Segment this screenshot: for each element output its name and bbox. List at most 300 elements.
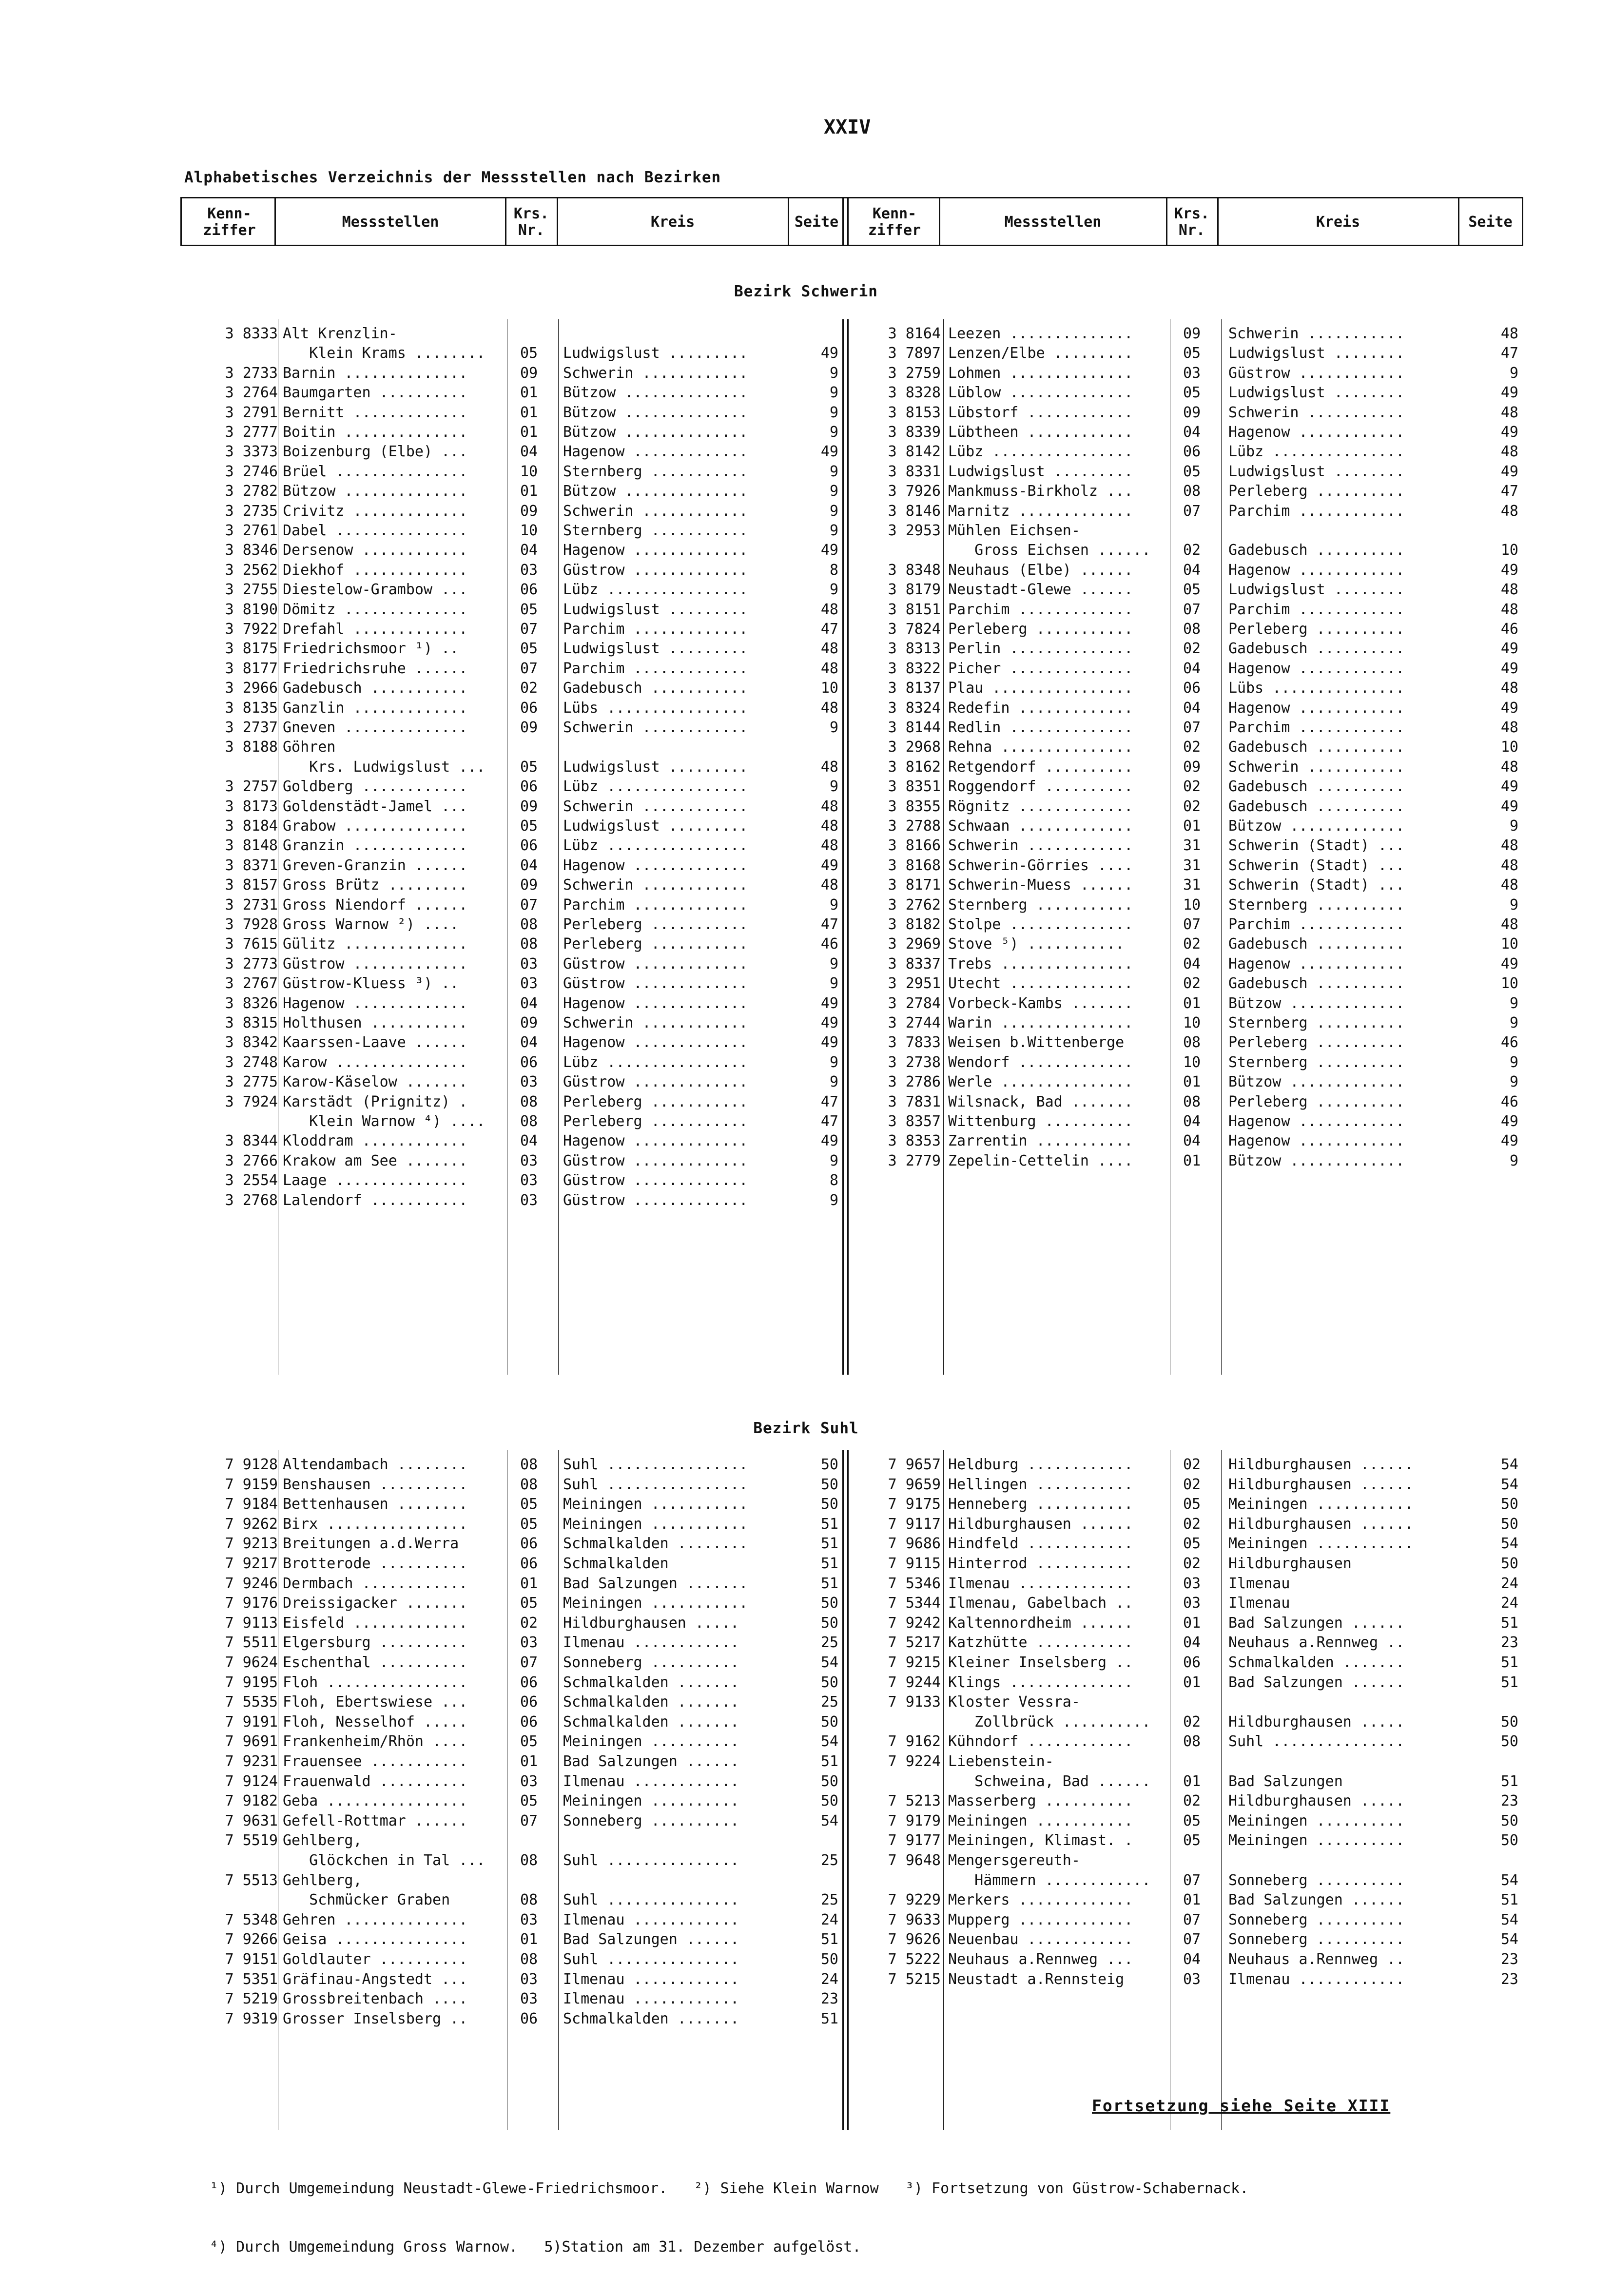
kennziffer-cell: 7 9242 — [888, 1614, 941, 1632]
kennziffer-cell: 3 8353 — [888, 1132, 941, 1150]
krs-nr-cell: 05 — [520, 1733, 538, 1751]
seite-cell: 51 — [820, 1575, 838, 1592]
kennziffer-cell: 7 9215 — [888, 1654, 941, 1671]
messstelle-cell: Ilmenau, Gabelbach .. — [948, 1595, 1133, 1612]
messstelle-cell: Ludwigslust ......... — [948, 463, 1133, 480]
kreis-cell: Güstrow ............. — [563, 1073, 748, 1091]
kennziffer-cell: 7 5348 — [225, 1911, 278, 1928]
messstelle-cell: Krs. Ludwigslust ... — [283, 758, 486, 776]
krs-nr-cell: 07 — [520, 1654, 538, 1671]
krs-nr-cell: 01 — [520, 1931, 538, 1948]
messstelle-cell: Dabel ............... — [283, 522, 468, 539]
column-rule — [1221, 319, 1222, 1375]
kennziffer-cell: 3 2766 — [225, 1152, 278, 1169]
kennziffer-cell: 3 8175 — [225, 640, 278, 658]
kennziffer-cell: 3 8173 — [225, 798, 278, 815]
krs-nr-cell: 04 — [520, 443, 538, 461]
krs-nr-cell: 02 — [520, 1614, 538, 1632]
header-kreis-left: Kreis — [650, 214, 695, 231]
column-rule — [842, 1450, 844, 2130]
krs-nr-cell: 07 — [520, 660, 538, 677]
messstelle-cell: Schmücker Graben — [283, 1891, 450, 1909]
krs-nr-cell: 01 — [520, 1753, 538, 1770]
seite-cell: 51 — [820, 1753, 838, 1770]
kreis-cell: Hagenow ............. — [563, 1132, 748, 1150]
column-rule — [842, 319, 844, 1375]
seite-cell: 51 — [1500, 1891, 1518, 1909]
messstelle-cell: Marnitz ............. — [948, 502, 1133, 520]
kreis-cell: Hildburghausen ...... — [1228, 1476, 1414, 1493]
seite-cell: 48 — [820, 660, 838, 677]
kennziffer-cell: 3 2788 — [888, 817, 941, 835]
kennziffer-cell: 3 8184 — [225, 817, 278, 835]
messstelle-cell: Goldenstädt-Jamel ... — [283, 798, 468, 815]
kreis-cell: Schwerin ........... — [1228, 325, 1405, 342]
kennziffer-cell: 7 5513 — [225, 1871, 278, 1889]
header-messstellen-right: Messstellen — [1004, 214, 1102, 231]
kennziffer-cell: 3 8313 — [888, 640, 941, 658]
seite-cell: 49 — [820, 1132, 838, 1150]
kreis-cell: Ilmenau — [1228, 1575, 1290, 1592]
kreis-cell: Schwerin ............ — [563, 502, 748, 520]
messstelle-cell: Gross Eichsen ...... — [948, 542, 1151, 559]
messstelle-cell: Neustadt a.Rennsteig — [948, 1970, 1133, 1988]
kennziffer-cell: 3 8179 — [888, 581, 941, 599]
messstelle-cell: Gehren .............. — [283, 1911, 468, 1928]
seite-cell: 51 — [1500, 1772, 1518, 1790]
seite-cell: 10 — [1500, 739, 1518, 756]
krs-nr-cell: 01 — [1183, 1614, 1201, 1632]
krs-nr-cell: 08 — [1183, 621, 1201, 638]
krs-nr-cell: 10 — [1183, 896, 1201, 914]
krs-nr-cell: 08 — [520, 1852, 538, 1869]
kreis-cell: Lübz ................ — [563, 837, 748, 855]
seite-cell: 9 — [1509, 896, 1518, 914]
krs-nr-cell: 03 — [520, 1152, 538, 1169]
seite-cell: 9 — [829, 975, 838, 992]
krs-nr-cell: 04 — [1183, 561, 1201, 579]
messstelle-cell: Friedrichsmoor ¹) .. — [283, 640, 459, 658]
kreis-cell: Hildburghausen ...... — [1228, 1515, 1414, 1533]
seite-cell: 51 — [1500, 1654, 1518, 1671]
kennziffer-cell: 3 8171 — [888, 876, 941, 894]
messstelle-cell: Kloddram ............ — [283, 1132, 468, 1150]
messstelle-cell: Redlin .............. — [948, 719, 1133, 736]
messstelle-cell: Gräfinau-Angstedt ... — [283, 1970, 468, 1988]
kreis-cell: Gadebusch ........... — [563, 680, 748, 697]
messstelle-cell: Altendambach ........ — [283, 1456, 468, 1473]
krs-nr-cell: 09 — [1183, 404, 1201, 421]
krs-nr-cell: 08 — [520, 1476, 538, 1493]
kennziffer-cell: 7 9631 — [225, 1812, 278, 1829]
footnote-line: ¹) Durch Umgemeindung Neustadt-Glewe-Friedrichsmoor. ²) Siehe Klein Warnow ³) Fortsetzung von Güstrow-Schabernack. — [210, 2180, 1249, 2197]
krs-nr-cell: 06 — [520, 2010, 538, 2027]
kreis-cell: Hagenow ............ — [1228, 699, 1405, 717]
kennziffer-cell: 3 8135 — [225, 699, 278, 717]
krs-nr-cell: 02 — [1183, 778, 1201, 796]
krs-nr-cell: 04 — [1183, 1113, 1201, 1130]
messstelle-cell: Meiningen ........... — [948, 1812, 1133, 1829]
seite-cell: 49 — [820, 994, 838, 1012]
messstelle-cell: Stove ⁵) ........... — [948, 935, 1125, 953]
kreis-cell: Neuhaus a.Rennweg .. — [1228, 1634, 1405, 1652]
kennziffer-cell: 3 2775 — [225, 1073, 278, 1091]
seite-cell: 49 — [1500, 640, 1518, 658]
seite-cell: 48 — [1500, 680, 1518, 697]
seite-cell: 9 — [829, 424, 838, 441]
messstelle-cell: Kaarssen-Laave ...... — [283, 1034, 468, 1051]
kreis-cell: Perleberg ........... — [563, 935, 748, 953]
kreis-cell: Schwerin ............ — [563, 1014, 748, 1031]
kreis-cell: Bützow .............. — [563, 404, 748, 421]
seite-cell: 54 — [820, 1812, 838, 1829]
kreis-cell: Schwerin ............ — [563, 364, 748, 382]
seite-cell: 54 — [1500, 1931, 1518, 1948]
krs-nr-cell: 05 — [1183, 345, 1201, 362]
messstelle-cell: Göhren — [283, 739, 336, 756]
column-rule — [558, 1450, 559, 2130]
kennziffer-cell: 3 2733 — [225, 364, 278, 382]
kennziffer-cell: 7 9224 — [888, 1753, 941, 1770]
seite-cell: 9 — [829, 581, 838, 599]
column-rule — [558, 319, 559, 1375]
kreis-cell: Sonneberg .......... — [1228, 1911, 1405, 1928]
messstelle-cell: Perlin .............. — [948, 640, 1133, 658]
kreis-cell: Bützow ............. — [1228, 1073, 1405, 1091]
krs-nr-cell: 04 — [1183, 955, 1201, 973]
kennziffer-cell: 3 2791 — [225, 404, 278, 421]
seite-cell: 49 — [820, 542, 838, 559]
messstelle-cell: Geba ................ — [283, 1792, 468, 1810]
krs-nr-cell: 07 — [520, 1812, 538, 1829]
krs-nr-cell: 03 — [520, 1911, 538, 1928]
krs-nr-cell: 06 — [520, 1535, 538, 1553]
kreis-cell: Hildburghausen ..... — [563, 1614, 739, 1632]
kennziffer-cell: 3 8142 — [888, 443, 941, 461]
messstelle-cell: Masserberg .......... — [948, 1792, 1133, 1810]
krs-nr-cell: 05 — [520, 758, 538, 776]
kreis-cell: Bützow ............. — [1228, 817, 1405, 835]
messstelle-cell: Eschenthal .......... — [283, 1654, 468, 1671]
seite-cell: 50 — [1500, 1832, 1518, 1849]
seite-cell: 23 — [1500, 1951, 1518, 1968]
kennziffer-cell: 3 8144 — [888, 719, 941, 736]
kennziffer-cell: 3 7922 — [225, 621, 278, 638]
messstelle-cell: Neuenbau ............ — [948, 1931, 1133, 1948]
kennziffer-cell: 7 9159 — [225, 1476, 278, 1493]
kreis-cell: Hagenow ............. — [563, 856, 748, 874]
messstelle-cell: Friedrichsruhe ...... — [283, 660, 468, 677]
krs-nr-cell: 04 — [1183, 1634, 1201, 1652]
seite-cell: 51 — [820, 1515, 838, 1533]
kreis-cell: Gadebusch .......... — [1228, 640, 1405, 658]
messstelle-cell: Gross Niendorf ...... — [283, 896, 468, 914]
kreis-cell: Schmalkalden ....... — [563, 2010, 739, 2027]
messstelle-cell: Baumgarten .......... — [283, 384, 468, 402]
kreis-cell: Gadebusch .......... — [1228, 935, 1405, 953]
messstelle-cell: Schwerin ............ — [948, 837, 1133, 855]
kreis-cell: Hildburghausen — [1228, 1555, 1352, 1572]
messstelle-cell: Krakow am See ....... — [283, 1152, 468, 1169]
kreis-cell: Hagenow ............ — [1228, 561, 1405, 579]
messstelle-cell: Hindfeld ............ — [948, 1535, 1133, 1553]
seite-cell: 48 — [1500, 601, 1518, 618]
krs-nr-cell: 05 — [520, 1496, 538, 1513]
seite-cell: 23 — [1500, 1634, 1518, 1652]
kennziffer-cell: 7 9686 — [888, 1535, 941, 1553]
kreis-cell: Parchim ............. — [563, 896, 748, 914]
krs-nr-cell: 08 — [520, 916, 538, 933]
seite-cell: 9 — [829, 719, 838, 736]
seite-cell: 10 — [820, 680, 838, 697]
seite-cell: 48 — [1500, 719, 1518, 736]
kreis-cell: Schwerin (Stadt) ... — [1228, 837, 1405, 855]
krs-nr-cell: 05 — [520, 345, 538, 362]
seite-cell: 24 — [1500, 1595, 1518, 1612]
kennziffer-cell: 7 9266 — [225, 1931, 278, 1948]
kreis-cell: Sternberg .......... — [1228, 896, 1405, 914]
seite-cell: 47 — [820, 621, 838, 638]
seite-cell: 48 — [1500, 502, 1518, 520]
column-rule — [847, 319, 849, 1375]
krs-nr-cell: 04 — [520, 856, 538, 874]
kennziffer-cell: 7 9626 — [888, 1931, 941, 1948]
kennziffer-cell: 7 5511 — [225, 1634, 278, 1652]
kennziffer-cell: 3 2966 — [225, 680, 278, 697]
messstelle-cell: Wilsnack, Bad ....... — [948, 1093, 1133, 1110]
kreis-cell: Sternberg ........... — [563, 463, 748, 480]
messstelle-cell: Neuhaus a.Rennweg ... — [948, 1951, 1133, 1968]
kennziffer-cell: 7 9162 — [888, 1733, 941, 1751]
messstelle-cell: Glöckchen in Tal ... — [283, 1852, 486, 1869]
kennziffer-cell: 3 8337 — [888, 955, 941, 973]
header-kreis-right: Kreis — [1316, 214, 1360, 231]
kreis-cell: Hildburghausen ..... — [1228, 1713, 1405, 1731]
kreis-cell: Ludwigslust ........ — [1228, 345, 1405, 362]
seite-cell: 25 — [820, 1693, 838, 1711]
kreis-cell: Meiningen .......... — [563, 1792, 739, 1810]
kreis-cell: Schmalkalden ....... — [563, 1673, 739, 1691]
krs-nr-cell: 06 — [520, 1713, 538, 1731]
messstelle-cell: Hildburghausen ...... — [948, 1515, 1133, 1533]
seite-cell: 46 — [820, 935, 838, 953]
kennziffer-cell: 3 2744 — [888, 1014, 941, 1031]
messstelle-cell: Dreissigacker ....... — [283, 1595, 468, 1612]
kreis-cell: Schwerin (Stadt) ... — [1228, 876, 1405, 894]
kreis-cell: Parchim ............. — [563, 621, 748, 638]
messstelle-cell: Brüel ............... — [283, 463, 468, 480]
kreis-cell: Bützow .............. — [563, 384, 748, 402]
kreis-cell: Parchim ............ — [1228, 502, 1405, 520]
seite-cell: 25 — [820, 1891, 838, 1909]
kennziffer-cell: 7 5346 — [888, 1575, 941, 1592]
krs-nr-cell: 05 — [1183, 1535, 1201, 1553]
kennziffer-cell: 3 2762 — [888, 896, 941, 914]
kreis-cell: Schwerin ............ — [563, 876, 748, 894]
messstelle-cell: Stolpe .............. — [948, 916, 1133, 933]
header-rule — [1458, 197, 1459, 246]
kreis-cell: Gadebusch .......... — [1228, 975, 1405, 992]
krs-nr-cell: 09 — [1183, 758, 1201, 776]
kreis-cell: Lübz ................ — [563, 1053, 748, 1071]
kennziffer-cell: 7 9229 — [888, 1891, 941, 1909]
seite-cell: 49 — [820, 345, 838, 362]
page-caption: Alphabetisches Verzeichnis der Messstellen nach Bezirken — [184, 169, 721, 186]
messstelle-cell: Breitungen a.d.Werra — [283, 1535, 468, 1553]
header-rule — [788, 197, 789, 246]
krs-nr-cell: 08 — [520, 1951, 538, 1968]
seite-cell: 49 — [1500, 1113, 1518, 1130]
krs-nr-cell: 08 — [520, 1456, 538, 1473]
kennziffer-cell: 3 2731 — [225, 896, 278, 914]
kennziffer-cell: 3 8148 — [225, 837, 278, 855]
kreis-cell: Hagenow ............. — [563, 994, 748, 1012]
kreis-cell: Ludwigslust ......... — [563, 817, 748, 835]
krs-nr-cell: 03 — [520, 1970, 538, 1988]
kreis-cell: Meiningen .......... — [1228, 1812, 1405, 1829]
kreis-cell: Gadebusch .......... — [1228, 798, 1405, 815]
seite-cell: 46 — [1500, 621, 1518, 638]
kreis-cell: Bützow ............. — [1228, 1152, 1405, 1169]
kreis-cell: Bützow ............. — [1228, 994, 1405, 1012]
krs-nr-cell: 01 — [520, 404, 538, 421]
messstelle-cell: Vorbeck-Kambs ....... — [948, 994, 1133, 1012]
messstelle-cell: Diestelow-Grambow ... — [283, 581, 468, 599]
kreis-cell: Schmalkalden — [563, 1555, 669, 1572]
seite-cell: 9 — [829, 778, 838, 796]
kennziffer-cell: 3 8326 — [225, 994, 278, 1012]
messstelle-cell: Liebenstein- — [948, 1753, 1054, 1770]
kennziffer-cell: 3 8168 — [888, 856, 941, 874]
seite-cell: 48 — [1500, 837, 1518, 855]
krs-nr-cell: 02 — [1183, 1456, 1201, 1473]
seite-cell: 48 — [820, 699, 838, 717]
seite-cell: 23 — [1500, 1792, 1518, 1810]
krs-nr-cell: 06 — [520, 699, 538, 717]
seite-cell: 48 — [820, 601, 838, 618]
messstelle-cell: Zepelin-Cettelin .... — [948, 1152, 1133, 1169]
krs-nr-cell: 05 — [520, 1595, 538, 1612]
kennziffer-cell: 3 7615 — [225, 935, 278, 953]
messstelle-cell: Mühlen Eichsen- — [948, 522, 1080, 539]
kreis-cell: Sonneberg .......... — [1228, 1931, 1405, 1948]
seite-cell: 9 — [1509, 1053, 1518, 1071]
seite-cell: 24 — [820, 1911, 838, 1928]
seite-cell: 10 — [1500, 935, 1518, 953]
header-rule — [1166, 197, 1167, 246]
kreis-cell: Ilmenau ............ — [563, 1911, 739, 1928]
kreis-cell: Parchim ............ — [1228, 601, 1405, 618]
header-rule — [939, 197, 940, 246]
krs-nr-cell: 03 — [520, 1634, 538, 1652]
kennziffer-cell: 7 9151 — [225, 1951, 278, 1968]
kennziffer-cell: 3 8357 — [888, 1113, 941, 1130]
messstelle-cell: Heldburg ............ — [948, 1456, 1133, 1473]
kreis-cell: Ilmenau ............ — [563, 1772, 739, 1790]
messstelle-cell: Mupperg ............. — [948, 1911, 1133, 1928]
krs-nr-cell: 06 — [520, 1673, 538, 1691]
kennziffer-cell: 3 7833 — [888, 1034, 941, 1051]
seite-cell: 54 — [1500, 1476, 1518, 1493]
seite-cell: 47 — [820, 916, 838, 933]
messstelle-cell: Roggendorf .......... — [948, 778, 1133, 796]
kreis-cell: Perleberg .......... — [1228, 483, 1405, 500]
krs-nr-cell: 10 — [520, 522, 538, 539]
krs-nr-cell: 07 — [520, 621, 538, 638]
seite-cell: 50 — [820, 1595, 838, 1612]
kennziffer-cell: 3 8153 — [888, 404, 941, 421]
seite-cell: 9 — [829, 384, 838, 402]
seite-cell: 50 — [1500, 1812, 1518, 1829]
kennziffer-cell: 7 9175 — [888, 1496, 941, 1513]
seite-cell: 9 — [829, 522, 838, 539]
messstelle-cell: Lübz ................ — [948, 443, 1133, 461]
kreis-cell: Suhl ............... — [1228, 1733, 1405, 1751]
messstelle-cell: Hellingen ........... — [948, 1476, 1133, 1493]
kreis-cell: Hildburghausen ..... — [1228, 1792, 1405, 1810]
header-rule — [557, 197, 558, 246]
krs-nr-cell: 04 — [1183, 660, 1201, 677]
kreis-cell: Ilmenau ............ — [563, 1990, 739, 2008]
krs-nr-cell: 06 — [520, 1555, 538, 1572]
kennziffer-cell: 7 9657 — [888, 1456, 941, 1473]
kreis-cell: Güstrow ............. — [563, 955, 748, 973]
krs-nr-cell: 01 — [1183, 1772, 1201, 1790]
kreis-cell: Güstrow ............. — [563, 1191, 748, 1209]
kennziffer-cell: 7 9246 — [225, 1575, 278, 1592]
kreis-cell: Perleberg ........... — [563, 916, 748, 933]
kennziffer-cell: 3 7824 — [888, 621, 941, 638]
seite-cell: 50 — [820, 1772, 838, 1790]
seite-cell: 48 — [1500, 916, 1518, 933]
seite-cell: 10 — [1500, 542, 1518, 559]
column-rule — [847, 1450, 849, 2130]
kennziffer-cell: 7 9648 — [888, 1852, 941, 1869]
messstelle-cell: Floh ................ — [283, 1673, 468, 1691]
kreis-cell: Meiningen ........... — [563, 1496, 748, 1513]
kennziffer-cell: 3 8346 — [225, 542, 278, 559]
krs-nr-cell: 01 — [520, 1575, 538, 1592]
seite-cell: 9 — [829, 404, 838, 421]
messstelle-cell: Schwaan ............. — [948, 817, 1133, 835]
kreis-cell: Parchim ............ — [1228, 916, 1405, 933]
krs-nr-cell: 03 — [1183, 1575, 1201, 1592]
messstelle-cell: Utecht .............. — [948, 975, 1133, 992]
messstelle-cell: Lübtheen ............ — [948, 424, 1133, 441]
page-number: XXIV — [824, 116, 871, 138]
column-rule — [943, 319, 944, 1375]
kreis-cell: Schwerin ............ — [563, 798, 748, 815]
messstelle-cell: Grossbreitenbach .... — [283, 1990, 468, 2008]
messstelle-cell: Gneven .............. — [283, 719, 468, 736]
kreis-cell: Schmalkalden ....... — [563, 1693, 739, 1711]
kreis-cell: Perleberg ........... — [563, 1113, 748, 1130]
messstelle-cell: Rehna ............... — [948, 739, 1133, 756]
kreis-cell: Ludwigslust ......... — [563, 601, 748, 618]
kreis-cell: Ludwigslust ......... — [563, 345, 748, 362]
krs-nr-cell: 02 — [1183, 798, 1201, 815]
kennziffer-cell: 3 2554 — [225, 1172, 278, 1189]
krs-nr-cell: 05 — [520, 601, 538, 618]
krs-nr-cell: 06 — [520, 1053, 538, 1071]
seite-cell: 23 — [1500, 1970, 1518, 1988]
kennziffer-cell: 7 9179 — [888, 1812, 941, 1829]
header-rule — [1522, 197, 1523, 246]
kreis-cell: Bad Salzungen ...... — [1228, 1673, 1405, 1691]
krs-nr-cell: 09 — [520, 798, 538, 815]
header-rule — [1217, 197, 1219, 246]
krs-nr-cell: 07 — [520, 896, 538, 914]
